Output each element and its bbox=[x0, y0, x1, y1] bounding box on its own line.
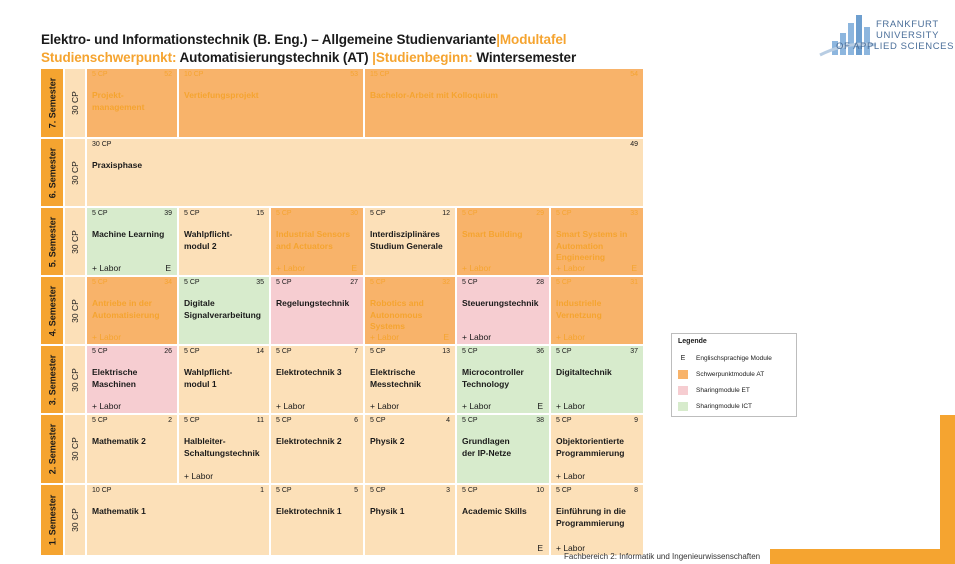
module-cell-34: 5 CP 34 Antriebe in der Automatisierung + Labor bbox=[87, 277, 177, 344]
logo-line-2: UNIVERSITY bbox=[876, 30, 940, 41]
module-cell-9: 5 CP 9 Objektorientierte Programmierung + Labor bbox=[551, 415, 643, 483]
module-cell-30: 5 CP 30 Industrial Sensors and Actuators + Labor E bbox=[271, 208, 363, 275]
module-cell-13: 5 CP 13 Elektrische Messtechnik + Labor bbox=[365, 346, 455, 413]
title-main: Elektro- und Informationstechnik (B. Eng.) – Allgemeine Studienvariante bbox=[41, 32, 497, 47]
module-cell-12: 5 CP 12 Interdisziplinäres Studium Generale bbox=[365, 208, 455, 275]
title-separator: | bbox=[496, 32, 500, 47]
module-cell-27: 5 CP 27 Regelungstechnik bbox=[271, 277, 363, 344]
logo-line-3: OF APPLIED SCIENCES bbox=[836, 41, 955, 52]
decorative-bar-horizontal bbox=[770, 549, 955, 564]
semester-label-2: 2. Semester bbox=[41, 415, 63, 483]
module-cell-29: 5 CP 29 Smart Building + Labor bbox=[457, 208, 549, 275]
module-cell-15: 5 CP 15 Wahlpflicht- modul 2 bbox=[179, 208, 269, 275]
module-cell-14: 5 CP 14 Wahlpflicht- modul 1 bbox=[179, 346, 269, 413]
legend-label: Sharingmodule ICT bbox=[696, 402, 752, 410]
university-logo bbox=[818, 15, 955, 67]
module-cell-6: 5 CP 6 Elektrotechnik 2 bbox=[271, 415, 363, 483]
module-table bbox=[41, 69, 643, 555]
module-cell-33: 5 CP 33 Smart Systems in Automation Engineering + Labor E bbox=[551, 208, 643, 275]
module-cell-35: 5 CP 35 Digitale Signalverarbeitung bbox=[179, 277, 269, 344]
module-cell-8: 5 CP 8 Einführung in die Programmierung + Labor bbox=[551, 485, 643, 555]
legend-key-e: E bbox=[680, 354, 686, 362]
title-accent: Modultafel bbox=[499, 32, 567, 47]
legend-item-at bbox=[678, 366, 790, 382]
focus-value: Automatisierungstechnik (AT) bbox=[179, 50, 369, 65]
legend-label: Englischsprachige Module bbox=[696, 354, 772, 362]
legend-swatch-orange bbox=[678, 370, 688, 379]
page-title-block bbox=[41, 31, 576, 67]
module-cell-49: 30 CP 49 Praxisphase bbox=[87, 139, 643, 206]
module-cell-38: 5 CP 38 Grundlagen der IP-Netze bbox=[457, 415, 549, 483]
module-cell-11: 5 CP 11 Halbleiter- Schaltungstechnik + Labor bbox=[179, 415, 269, 483]
module-cell-1: 10 CP 1 Mathematik 1 bbox=[87, 485, 269, 555]
legend-label: Schwerpunktmodule AT bbox=[696, 370, 765, 378]
module-cell-7: 5 CP 7 Elektrotechnik 3 + Labor bbox=[271, 346, 363, 413]
module-cell-5: 5 CP 5 Elektrotechnik 1 bbox=[271, 485, 363, 555]
legend bbox=[671, 333, 797, 417]
semester-label-3: 3. Semester bbox=[41, 346, 63, 413]
module-cell-3: 5 CP 3 Physik 1 bbox=[365, 485, 455, 555]
semester-label-4: 4. Semester bbox=[41, 277, 63, 344]
semester-cp-2: 30 CP bbox=[65, 415, 85, 483]
legend-title: Legende bbox=[678, 338, 707, 345]
footer-text: Fachbereich 2: Informatik und Ingenieurwissenschaften bbox=[564, 552, 761, 561]
module-cell-10: 5 CP 10 Academic Skills E bbox=[457, 485, 549, 555]
semester-label-6: 6. Semester bbox=[41, 139, 63, 206]
module-cell-31: 5 CP 31 Industrielle Vernetzung + Labor bbox=[551, 277, 643, 344]
semester-label-5: 5. Semester bbox=[41, 208, 63, 275]
start-label: Studienbeginn: bbox=[375, 50, 473, 65]
module-cell-36: 5 CP 36 Microcontroller Technology + Labor E bbox=[457, 346, 549, 413]
module-cell-37: 5 CP 37 Digitaltechnik + Labor bbox=[551, 346, 643, 413]
focus-label: Studienschwerpunkt: bbox=[41, 50, 177, 65]
module-cell-26: 5 CP 26 Elektrische Maschinen + Labor bbox=[87, 346, 177, 413]
legend-label: Sharingmodule ET bbox=[696, 386, 750, 394]
semester-cp-6: 30 CP bbox=[65, 139, 85, 206]
logo-text bbox=[836, 19, 955, 52]
module-cell-32: 5 CP 32 Robotics and Autonomous Systems + Labor E bbox=[365, 277, 455, 344]
legend-item-english bbox=[678, 350, 790, 366]
semester-label-1: 1. Semester bbox=[41, 485, 63, 555]
start-value: Wintersemester bbox=[476, 50, 577, 65]
title-line-2 bbox=[41, 49, 576, 67]
module-cell-2: 5 CP 2 Mathematik 2 bbox=[87, 415, 177, 483]
title-line-1 bbox=[41, 31, 576, 49]
module-cell-4: 5 CP 4 Physik 2 bbox=[365, 415, 455, 483]
decorative-bar-vertical bbox=[940, 415, 955, 564]
legend-item-et bbox=[678, 382, 790, 398]
legend-swatch-pink bbox=[678, 386, 688, 395]
semester-cp-4: 30 CP bbox=[65, 277, 85, 344]
module-cell-54: 15 CP 54 Bachelor-Arbeit mit Kolloquium bbox=[365, 69, 643, 137]
semester-cp-3: 30 CP bbox=[65, 346, 85, 413]
legend-item-ict bbox=[678, 398, 790, 414]
semester-cp-7: 30 CP bbox=[65, 69, 85, 137]
title-separator-2: | bbox=[372, 50, 376, 65]
semester-cp-1: 30 CP bbox=[65, 485, 85, 555]
logo-line-1: FRANKFURT bbox=[876, 19, 939, 30]
semester-label-7: 7. Semester bbox=[41, 69, 63, 137]
module-cell-53: 10 CP 53 Vertiefungsprojekt bbox=[179, 69, 363, 137]
module-cell-28: 5 CP 28 Steuerungstechnik + Labor bbox=[457, 277, 549, 344]
module-cell-39: 5 CP 39 Machine Learning + Labor E bbox=[87, 208, 177, 275]
module-cell-52: 5 CP 52 Projekt- management bbox=[87, 69, 177, 137]
semester-cp-5: 30 CP bbox=[65, 208, 85, 275]
legend-swatch-green bbox=[678, 402, 688, 411]
